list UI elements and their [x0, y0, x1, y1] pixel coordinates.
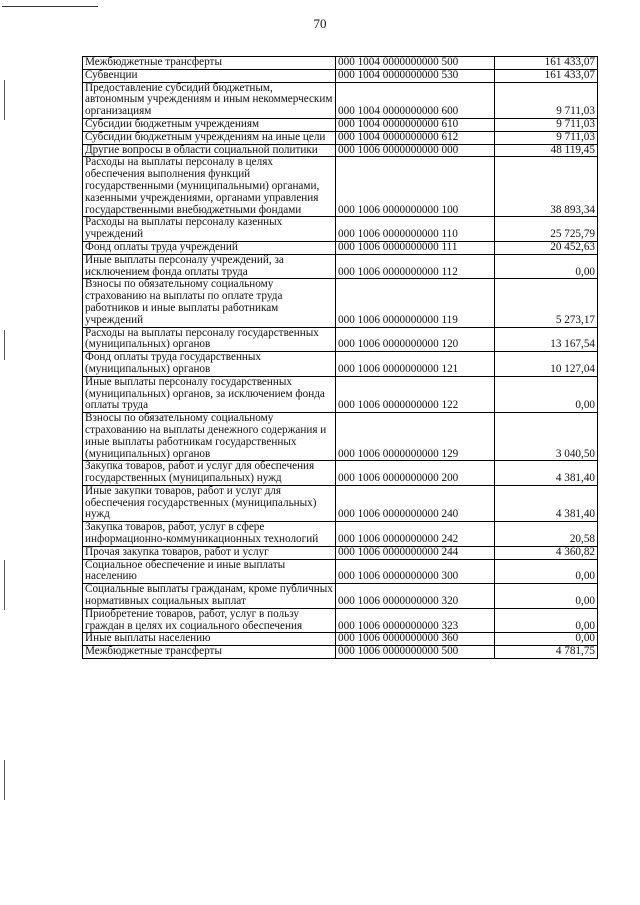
- row-amount: 4 360,82: [495, 546, 598, 559]
- row-amount: 9 711,03: [495, 118, 598, 131]
- page-number: 70: [313, 16, 327, 31]
- row-code: 000 1006 0000000000 323: [336, 608, 495, 633]
- row-code: 000 1006 0000000000 244: [336, 546, 495, 559]
- row-code: 000 1006 0000000000 110: [336, 217, 495, 242]
- row-name: Другие вопросы в области социальной политики: [83, 144, 336, 157]
- table-row: [83, 376, 598, 412]
- row-amount: 9 711,03: [495, 82, 598, 118]
- row-amount: 4 781,75: [495, 646, 598, 659]
- row-name: Социальное обеспечение и иные выплаты населению: [83, 559, 336, 584]
- table-row: [83, 352, 598, 377]
- table-row: [83, 327, 598, 352]
- row-amount: 161 433,07: [495, 57, 598, 70]
- row-name: Расходы на выплаты персоналу казенных учреждений: [83, 217, 336, 242]
- row-name: Иные выплаты персоналу государственных (муниципальных) органов, за исключением фонда оплаты труда: [83, 376, 336, 412]
- row-amount: 20,58: [495, 522, 598, 547]
- table-row: [83, 279, 598, 327]
- budget-table: [82, 56, 598, 659]
- row-name: Межбюджетные трансферты: [83, 57, 336, 70]
- row-amount: 9 711,03: [495, 131, 598, 144]
- row-amount: 0,00: [495, 254, 598, 279]
- row-code: 000 1006 0000000000 121: [336, 352, 495, 377]
- table-row: [83, 217, 598, 242]
- row-name: Иные выплаты населению: [83, 633, 336, 646]
- table-row: [83, 118, 598, 131]
- row-name: Иные закупки товаров, работ и услуг для обеспечения государственных (муниципальных) нужд: [83, 485, 336, 521]
- row-amount: 5 273,17: [495, 279, 598, 327]
- row-code: 000 1006 0000000000 100: [336, 157, 495, 217]
- row-name: Закупка товаров, работ и услуг для обеспечения государственных (муниципальных) нужд: [83, 461, 336, 486]
- row-amount: 0,00: [495, 376, 598, 412]
- row-code: 000 1006 0000000000 500: [336, 646, 495, 659]
- budget-table-body: [83, 57, 598, 659]
- margin-mark: [4, 760, 5, 800]
- row-code: 000 1006 0000000000 112: [336, 254, 495, 279]
- row-name: Взносы по обязательному социальному страхованию на выплаты по оплате труда работников и иные выплаты работникам учреждений: [83, 279, 336, 327]
- margin-mark: [4, 80, 5, 120]
- row-code: 000 1006 0000000000 240: [336, 485, 495, 521]
- row-code: 000 1006 0000000000 119: [336, 279, 495, 327]
- row-code: 000 1006 0000000000 129: [336, 413, 495, 461]
- row-code: 000 1006 0000000000 122: [336, 376, 495, 412]
- row-amount: 0,00: [495, 584, 598, 609]
- row-amount: 0,00: [495, 608, 598, 633]
- row-name: Закупка товаров, работ, услуг в сфере информационно-коммуникационных технологий: [83, 522, 336, 547]
- row-name: Предоставление субсидий бюджетным, автономным учреждениям и иным некоммерческим организациям: [83, 82, 336, 118]
- row-name: Приобретение товаров, работ, услуг в пользу граждан в целях их социального обеспечения: [83, 608, 336, 633]
- header-rule: [2, 6, 98, 7]
- row-amount: 3 040,50: [495, 413, 598, 461]
- row-amount: 10 127,04: [495, 352, 598, 377]
- row-name: Субвенции: [83, 69, 336, 82]
- row-name: Взносы по обязательному социальному страхованию на выплаты денежного содержания и иные выплаты работникам государственных (муниципальных) органов: [83, 413, 336, 461]
- table-row: [83, 546, 598, 559]
- table-row: [83, 633, 598, 646]
- row-name: Расходы на выплаты персоналу в целях обеспечения выполнения функций государственными (муниципальными) органами, казенными учреждениями, органами управления государственными внебюджетными фондами: [83, 157, 336, 217]
- row-code: 000 1004 0000000000 610: [336, 118, 495, 131]
- row-name: Прочая закупка товаров, работ и услуг: [83, 546, 336, 559]
- row-name: Расходы на выплаты персоналу государственных (муниципальных) органов: [83, 327, 336, 352]
- row-name: Социальные выплаты гражданам, кроме публичных нормативных социальных выплат: [83, 584, 336, 609]
- row-amount: 48 119,45: [495, 144, 598, 157]
- table-row: [83, 559, 598, 584]
- row-amount: 38 893,34: [495, 157, 598, 217]
- row-code: 000 1006 0000000000 000: [336, 144, 495, 157]
- margin-mark: [4, 330, 5, 360]
- row-name: Фонд оплаты труда государственных (муниципальных) органов: [83, 352, 336, 377]
- row-name: Субсидии бюджетным учреждениям на иные цели: [83, 131, 336, 144]
- table-row: [83, 157, 598, 217]
- row-code: 000 1006 0000000000 242: [336, 522, 495, 547]
- row-amount: 13 167,54: [495, 327, 598, 352]
- row-code: 000 1006 0000000000 320: [336, 584, 495, 609]
- table-row: [83, 646, 598, 659]
- table-row: [83, 522, 598, 547]
- table-row: [83, 131, 598, 144]
- row-code: 000 1004 0000000000 500: [336, 57, 495, 70]
- table-row: [83, 413, 598, 461]
- row-code: 000 1006 0000000000 360: [336, 633, 495, 646]
- row-name: Фонд оплаты труда учреждений: [83, 241, 336, 254]
- table-row: [83, 461, 598, 486]
- row-amount: 25 725,79: [495, 217, 598, 242]
- row-amount: 0,00: [495, 633, 598, 646]
- margin-mark: [4, 560, 5, 610]
- table-row: [83, 144, 598, 157]
- table-row: [83, 584, 598, 609]
- row-code: 000 1004 0000000000 530: [336, 69, 495, 82]
- row-name: Межбюджетные трансферты: [83, 646, 336, 659]
- row-amount: 4 381,40: [495, 461, 598, 486]
- row-amount: 4 381,40: [495, 485, 598, 521]
- row-name: Иные выплаты персоналу учреждений, за исключением фонда оплаты труда: [83, 254, 336, 279]
- row-code: 000 1004 0000000000 600: [336, 82, 495, 118]
- row-amount: 0,00: [495, 559, 598, 584]
- row-code: 000 1006 0000000000 200: [336, 461, 495, 486]
- row-code: 000 1006 0000000000 120: [336, 327, 495, 352]
- table-row: [83, 241, 598, 254]
- table-row: [83, 69, 598, 82]
- table-row: [83, 254, 598, 279]
- row-amount: 161 433,07: [495, 69, 598, 82]
- table-row: [83, 608, 598, 633]
- table-row: [83, 82, 598, 118]
- row-amount: 20 452,63: [495, 241, 598, 254]
- table-row: [83, 485, 598, 521]
- table-row: [83, 57, 598, 70]
- row-name: Субсидии бюджетным учреждениям: [83, 118, 336, 131]
- row-code: 000 1006 0000000000 300: [336, 559, 495, 584]
- row-code: 000 1004 0000000000 612: [336, 131, 495, 144]
- row-code: 000 1006 0000000000 111: [336, 241, 495, 254]
